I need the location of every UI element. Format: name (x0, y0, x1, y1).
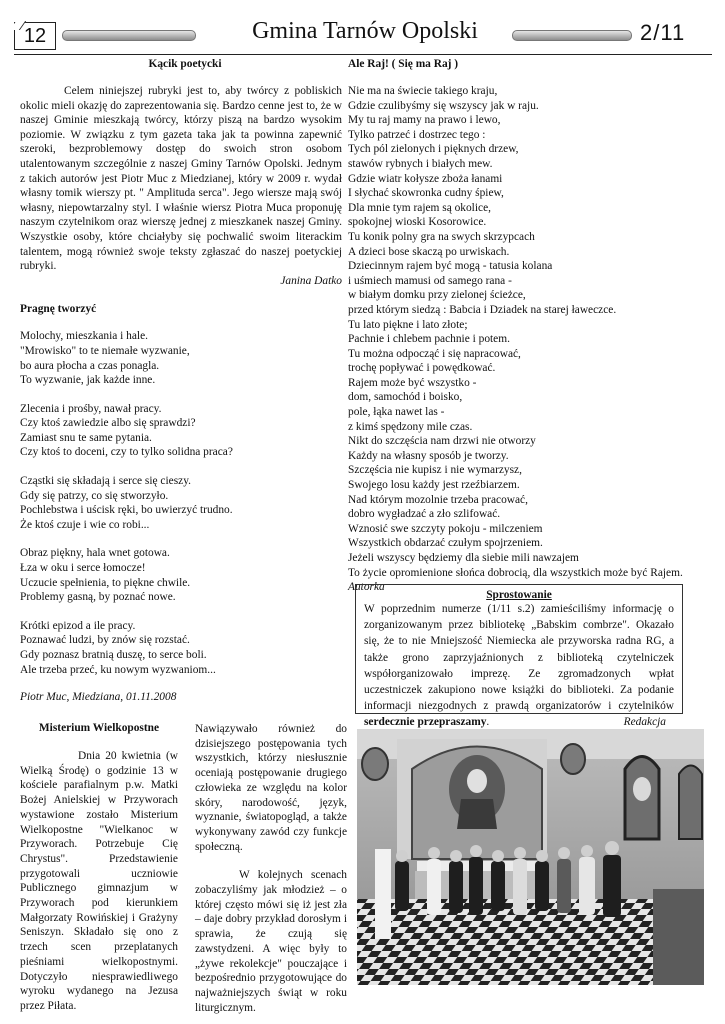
poem-line: stawów rybnych i białych mew. (348, 157, 493, 170)
poem-line: Gdy poznasz bratnią duszę, to serce boli. (20, 649, 207, 661)
poem-line: Że ktoś czuje i wie co robi... (20, 518, 150, 531)
poem-line: I słychać skowronka cudny śpiew, (348, 187, 504, 200)
poem-line: Wznosić swe szczyty pokoju - milczeniem (348, 522, 543, 535)
poem1-stanza (20, 402, 342, 460)
poem-line: przed którym siedzą : Babcia i Dziadek na starej ławeczce. (348, 303, 617, 316)
poem1-stanza (20, 619, 342, 677)
poem-line: Tylko patrzeć i dostrzec tego : (348, 128, 486, 141)
correction-body (364, 601, 674, 731)
misterium-text-2: Nawiązywało również do dzisiejszego postępowania tych wszystkich, którzy niesłusznie oceniają postępowanie drugiego człowieka ze względu na kolor skóry, narodowość, język, wyznanie, światopogląd, a także wykonywany zawód czy funkcje społeczną. (195, 723, 347, 853)
poem-line: Swojego losu każdy jest rzeźbiarzem. (348, 479, 520, 492)
poem-line: Cząstki się składają i serce się cieszy. (20, 475, 192, 488)
poem-line: Tu konik polny gra na swych skrzypcach (348, 230, 535, 243)
poem-line: Zamiast snu te same pytania. (20, 431, 152, 444)
poem-line: Wszystkich obdarzać czułym spojrzeniem. (348, 537, 543, 550)
kacik-body: Celem niniejszej rubryki jest to, aby twórcy z pobliskich okolic mieli okazję do zaprezentowania się. Bardzo cenne jest to, że w naszej Gminie mieszkają twórcy, którzy piszą na bardzo wysokim poziomie. W związku z tym gazeta taka jak ta powinna zapewnić szeroki, bezproblemowy dostęp do swoich stron osobom utalentowanym szczególnie z naszej Gminy Tarnów Opolski. Jednym z takich autorów jest Piotr Muc z Miedzianej, który w 2009 r. wydał własny tomik wierszy pt. " Amplituda serca". Jego wiersze mają swój własny, niepowtarzalny styl. I właśnie wiersz Piotra Muca proponuję naszym czytelnikom oraz wierszę jednej z mieszkanek naszej Gminy. Wszystkie osoby, które chciałyby się pochwalić swoim literackim talentem, mogą również swoje teksty zgłaszać do naszej poetyckiej rubryki. (20, 85, 342, 273)
misterium-column-1 (20, 722, 178, 1014)
poem-line: Gdzie czulibyśmy się wszyscy jak w raju. (348, 99, 539, 112)
poem-line: pole, łąka nawet las - (348, 406, 445, 419)
poem-line: Nikt do szczęścia nam drzwi nie otworzy (348, 435, 536, 448)
poem-line: Poznawać ludzi, by znów się rozstać. (20, 634, 190, 647)
kacik-title: Kącik poetycki (148, 58, 222, 70)
misterium-title: Misterium Wielkopostne (38, 722, 160, 734)
poem-line: Obraz piękny, hala wnet gotowa. (20, 547, 170, 560)
right-column (348, 58, 716, 595)
correction-text: W poprzednim numerze (1/11 s.2) zamieściliśmy informację o zorganizowanym przez bibliotekę „Babskim combrze". Okazało się, że to nie Mniejszość Niemiecka ale przyworska radna RG, a także grono zaprzyjaźnionych z biblioteką czytelniczek współorganizowało imprezę. Ze zgromadzonych wpłat uczestniczek zakupiono nowe książki do biblioteki. Za podanie informacji niezgodnych z prawdą organizatorów i czytelników (364, 603, 674, 713)
poem2-lines (348, 84, 716, 580)
poem-line: Krótki epizod a ile pracy. (20, 619, 136, 632)
poem-line: bo aura płocha a czas ponagla. (20, 359, 160, 372)
poem1-signature: Piotr Muc, Miedziana, 01.11.2008 (20, 691, 177, 704)
poem-line: Łza w oku i serce łomocze! (20, 562, 146, 575)
header-bar-right (512, 30, 632, 41)
poem-line: Czy ktoś to doceni, czy to tylko solidna praca? (20, 446, 233, 459)
poem-line: dobro wygładzać a zło szlifować. (348, 508, 501, 521)
poem-line: dom, samochód i boisko, (348, 391, 463, 404)
misterium-text-1: Dnia 20 kwietnia (w Wielką Środę) o godzinie 13 w kościele parafialnym p.w. Matki Bożej Anielskiej w Przyworach wystawione zostało Misterium Wielkopostne "Wielkanoc w Przyworach. Potrzebuje Cię Chrystus". Przedstawienie przygotowali uczniowie Publicznego gimnazjum w Przyworach pod kierunkiem Małgorzaty Rowińskiej i Grażyny Seniszyn. Składało się ono z trzech scen przeplatanych pieśniami wielkopostnymi. Dotyczyło niesprawiedliwego wyroku wydanego na Jezusa przez Piłata. (20, 750, 178, 1012)
poem-line: Nie ma na świecie takiego kraju, (348, 85, 498, 97)
poem-line: My tu raj mamy na prawo i lewo, (348, 114, 501, 127)
page-number-left: 12 (14, 22, 56, 50)
poem1-stanzas (20, 329, 342, 677)
poem-line: Tu można odpocząć i się napracować, (348, 347, 521, 360)
poem2-signature: Autorka (348, 581, 385, 594)
poem-line: Gdy się patrzy, co się stworzyło. (20, 489, 169, 502)
misterium-column-2 (195, 722, 347, 1015)
poem-line: A dzieci bose skaczą po urwiskach. (348, 245, 510, 258)
page-number-right: 2/11 (640, 20, 686, 45)
poem1-stanza (20, 329, 342, 387)
poem-line: i uśmiech mamusi od samego rana - (348, 274, 512, 287)
poem-line: spokojnej wioski Kosorowice. (348, 216, 487, 229)
poem1-stanza (20, 474, 342, 532)
poem-line: Jeżeli wszyscy będziemy dla siebie mili nawzajem (348, 552, 579, 564)
poem-line: Problemy gasną, by poznać nowe. (20, 591, 176, 604)
kacik-signature: Janina Datko (280, 274, 342, 287)
poem-line: Ale trzeba przeć, ku nowym wyzwaniom... (20, 663, 216, 676)
poem-line: Nad którym mozolnie trzeba pracować, (348, 493, 528, 506)
header-rule (14, 54, 712, 55)
poem-line: Zlecenia i prośby, nawał pracy. (20, 402, 162, 415)
correction-text-end: . (486, 716, 490, 729)
poem-line: To wyzwanie, jak każde inne. (20, 374, 156, 387)
correction-signature: Redakcja (623, 716, 666, 729)
poem1-stanza (20, 546, 342, 604)
church-photo (357, 729, 704, 985)
poem-line: trochę popływać i powędkować. (348, 362, 496, 375)
masthead-title: Gmina Tarnów Opolski (252, 18, 478, 44)
poem-line: Tych pól zielonych i pięknych drzew, (348, 143, 519, 156)
poem-line: To życie opromienione słońca dobrocią, dla wszystkich może być Rajem. (348, 566, 683, 579)
poem-line: Szczęścia nie kupisz i nie wymarzysz, (348, 464, 522, 477)
poem-line: Tu lato piękne i lato złote; (348, 318, 468, 331)
poem-line: Pochlebstwa i uścisk ręki, bo uwierzyć trudno. (20, 504, 233, 517)
correction-title: Sprostowanie (486, 589, 552, 601)
poem-line: Każdy na własny sposób je tworzy. (348, 449, 509, 462)
header-bar-left (62, 30, 196, 41)
poem-line: Dla mnie tym rajem są okolice, (348, 201, 491, 214)
left-column (20, 58, 342, 705)
misterium-text-3: W kolejnych scenach zobaczyliśmy jak młodzież – o której często mówi się iż jest zła – daje dobry przykład dorosłym i sprawia, że czują się zawstydzeni. A więc były to „żywe rekolekcje" pouczające i bezpośrednio przygotowujące do najważniejszych świąt w roku liturgicznym. (195, 869, 347, 1014)
poem-line: Uczucie spełnienia, to piękne chwile. (20, 576, 191, 589)
poem-line: z kimś spędzony mile czas. (348, 420, 473, 433)
poem-line: Czy ktoś zawiedzie albo się sprawdzi? (20, 417, 196, 430)
poem-line: Dziecinnym rajem być mogą - tatusia kolana (348, 260, 553, 273)
poem-line: w białym domku przy zielonej ścieżce, (348, 289, 526, 302)
poem-line: Pachnie i chlebem pachnie i potem. (348, 333, 510, 346)
poem-line: "Mrowisko" to te niemałe wyzwanie, (20, 344, 190, 357)
poem2-title: Ale Raj! ( Się ma Raj ) (348, 58, 459, 70)
correction-box (355, 584, 683, 729)
poem-line: Molochy, mieszkania i hale. (20, 330, 148, 343)
poem1-title: Pragnę tworzyć (20, 303, 97, 316)
poem-line: Gdzie wiatr kołysze zboża łanami (348, 172, 503, 185)
correction-apology: serdecznie przepraszamy (364, 716, 487, 729)
poem-line: Rajem może być wszystko - (348, 376, 477, 389)
